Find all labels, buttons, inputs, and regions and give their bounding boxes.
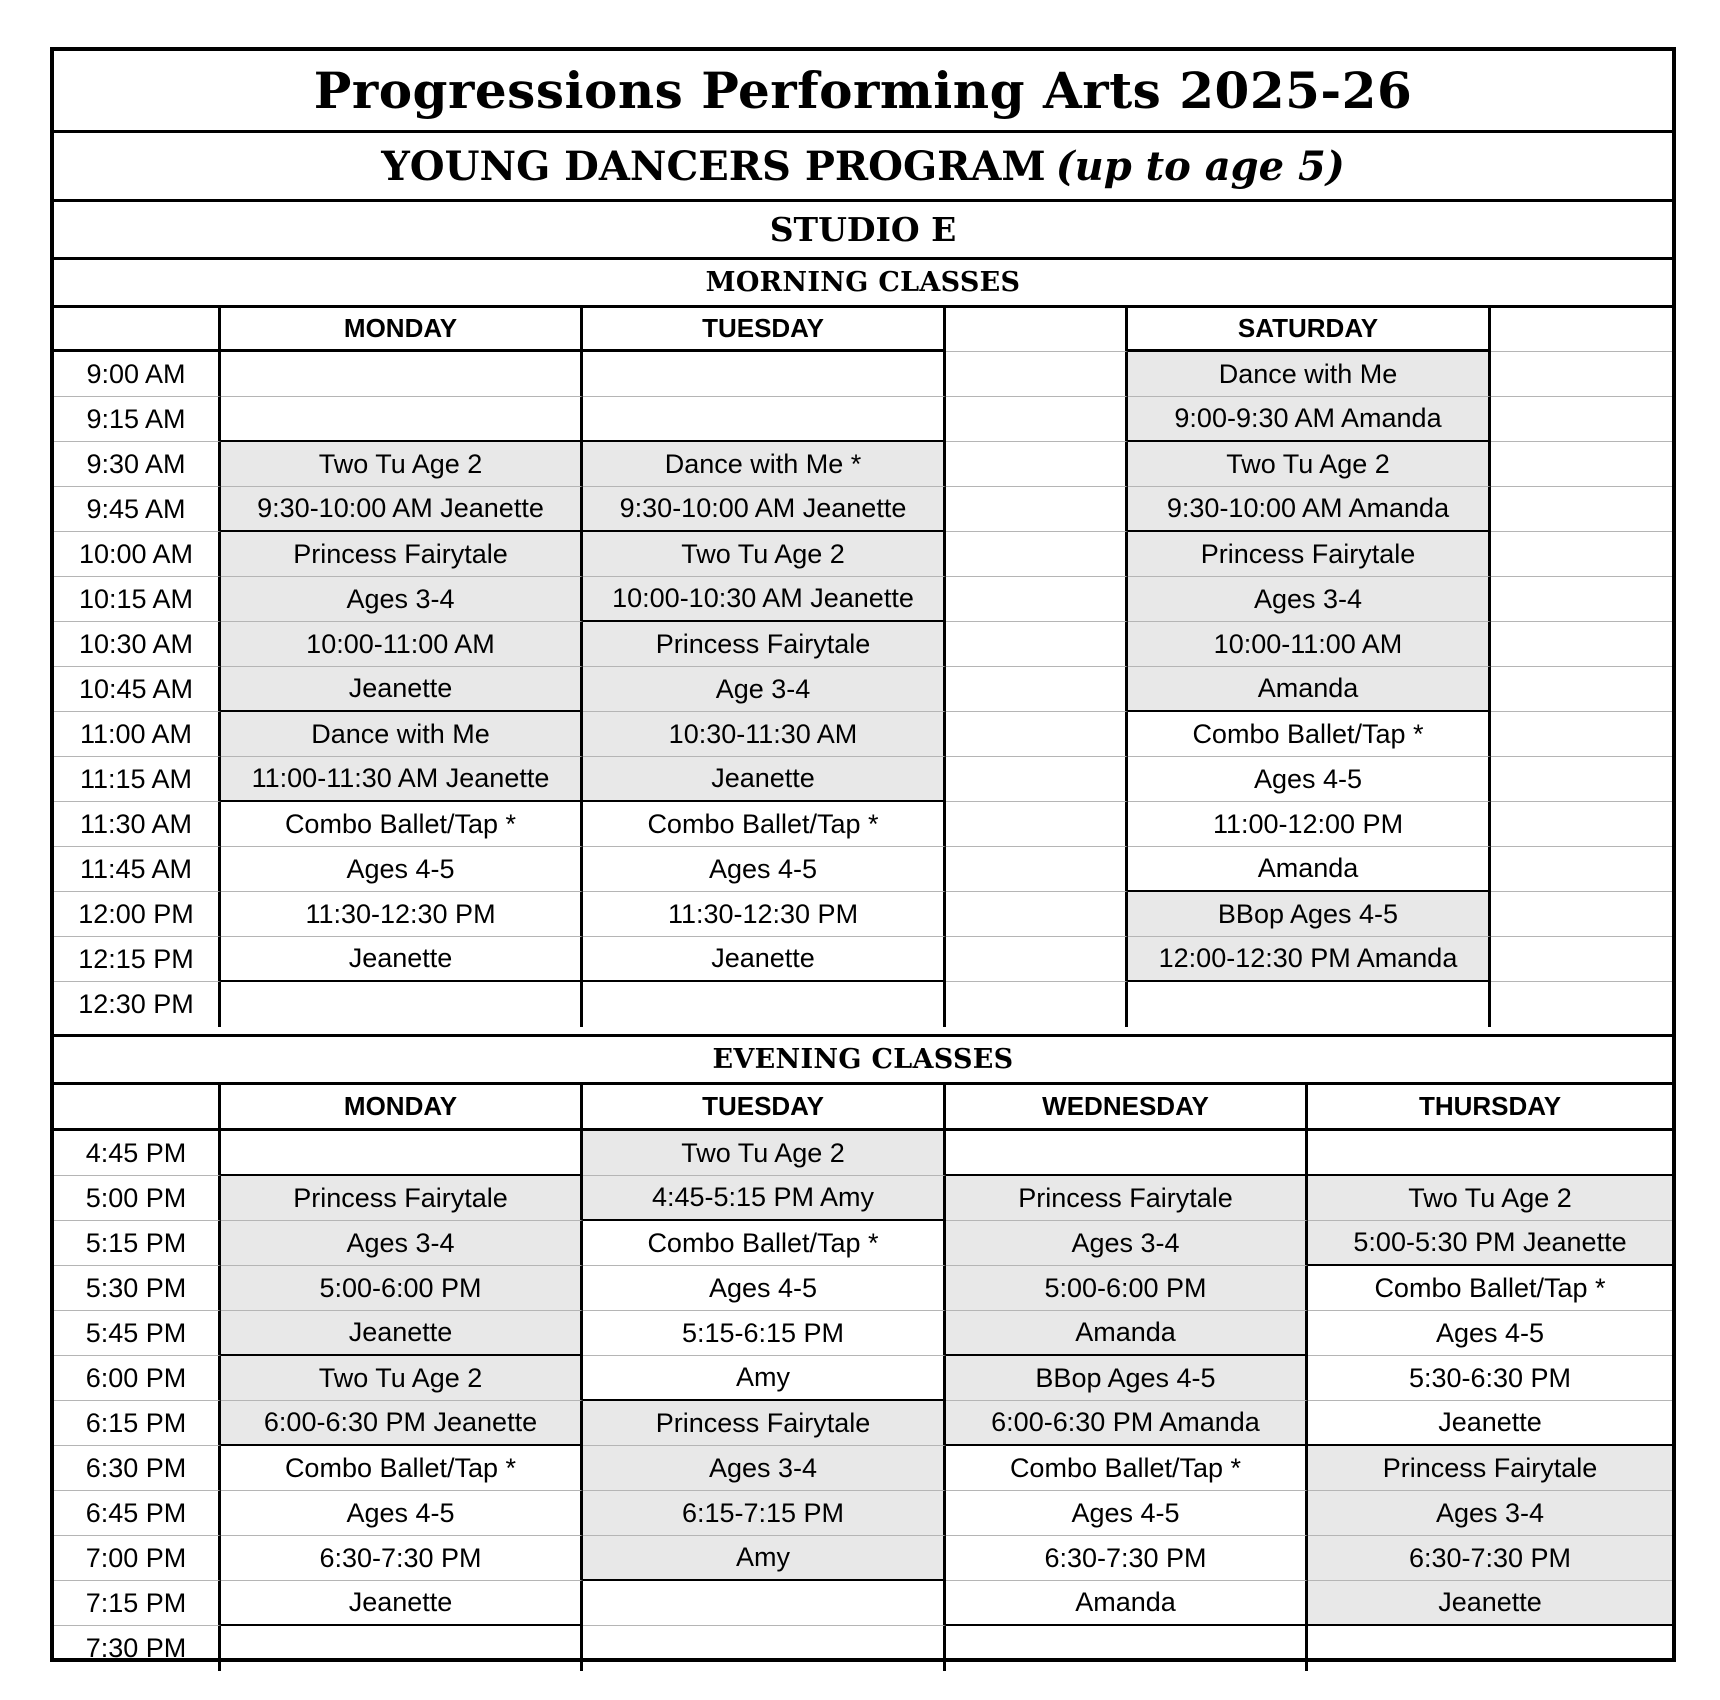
- morning-tuesday-slot: Ages 4-5: [583, 847, 946, 892]
- morning-tuesday-slot: Combo Ballet/Tap *: [583, 802, 946, 847]
- morning-time-slot: 11:15 AM: [54, 757, 221, 802]
- morning-blank-slot: [946, 397, 1128, 442]
- evening-time-slot: 5:00 PM: [54, 1176, 221, 1221]
- morning-time-header: [54, 308, 221, 352]
- evening-day-header: TUESDAY: [583, 1085, 946, 1131]
- program-qualifier: [1056, 143, 1345, 190]
- morning-tuesday-slot: 11:30-12:30 PM: [583, 892, 946, 937]
- morning-day-header: TUESDAY: [583, 308, 946, 352]
- morning-tuesday-slot: Jeanette: [583, 937, 946, 982]
- morning-monday-slot: 11:00-11:30 AM Jeanette: [221, 757, 583, 802]
- evening-wednesday-slot: Amanda: [946, 1581, 1308, 1626]
- morning-tuesday-slot: [583, 352, 946, 397]
- evening-thursday-slot: Jeanette: [1308, 1581, 1672, 1626]
- morning-saturday-slot: BBop Ages 4-5: [1128, 892, 1491, 937]
- morning-monday-slot: Jeanette: [221, 667, 583, 712]
- morning-time-slot: 11:30 AM: [54, 802, 221, 847]
- morning-day-header: [1491, 308, 1672, 352]
- evening-day-header: MONDAY: [221, 1085, 583, 1131]
- evening-wednesday-slot: 6:30-7:30 PM: [946, 1536, 1308, 1581]
- morning-saturday-slot: Two Tu Age 2: [1128, 442, 1491, 487]
- evening-monday-slot: Jeanette: [221, 1311, 583, 1356]
- morning-blank-slot: [946, 577, 1128, 622]
- morning-time-slot: 10:15 AM: [54, 577, 221, 622]
- morning-time-slot: 11:00 AM: [54, 712, 221, 757]
- morning-time-slot: 9:00 AM: [54, 352, 221, 397]
- morning-day-header: [946, 308, 1128, 352]
- morning-saturday-slot: 9:30-10:00 AM Amanda: [1128, 487, 1491, 532]
- evening-thursday-slot: Ages 3-4: [1308, 1491, 1672, 1536]
- morning-time-slot: 9:30 AM: [54, 442, 221, 487]
- evening-tuesday-slot: Amy: [583, 1536, 946, 1581]
- evening-tuesday-slot: Combo Ballet/Tap *: [583, 1221, 946, 1266]
- morning-saturday-slot: 11:00-12:00 PM: [1128, 802, 1491, 847]
- morning-section-label: MORNING CLASSES: [54, 260, 1672, 308]
- evening-time-slot: 4:45 PM: [54, 1131, 221, 1176]
- evening-thursday-slot: Ages 4-5: [1308, 1311, 1672, 1356]
- evening-monday-slot: Jeanette: [221, 1581, 583, 1626]
- morning-blank-slot: [1491, 667, 1672, 712]
- evening-monday-slot: 6:30-7:30 PM: [221, 1536, 583, 1581]
- evening-schedule-grid: [54, 1085, 1672, 1671]
- morning-time-slot: 10:30 AM: [54, 622, 221, 667]
- morning-blank-slot: [946, 847, 1128, 892]
- morning-saturday-slot: Ages 4-5: [1128, 757, 1491, 802]
- morning-blank-slot: [1491, 757, 1672, 802]
- morning-blank-slot: [946, 667, 1128, 712]
- morning-time-slot: 12:15 PM: [54, 937, 221, 982]
- morning-monday-slot: [221, 982, 583, 1027]
- morning-blank-slot: [1491, 892, 1672, 937]
- evening-time-slot: 6:15 PM: [54, 1401, 221, 1446]
- morning-tuesday-slot: Dance with Me *: [583, 442, 946, 487]
- evening-wednesday-slot: Ages 3-4: [946, 1221, 1308, 1266]
- morning-blank-slot: [1491, 712, 1672, 757]
- morning-time-slot: 9:45 AM: [54, 487, 221, 532]
- morning-monday-slot: Combo Ballet/Tap *: [221, 802, 583, 847]
- evening-thursday-slot: 5:00-5:30 PM Jeanette: [1308, 1221, 1672, 1266]
- evening-tuesday-slot: Two Tu Age 2: [583, 1131, 946, 1176]
- studio-label: STUDIO E: [54, 202, 1672, 260]
- program-title: [54, 133, 1672, 202]
- qualifier-text: up to age 5: [1074, 142, 1326, 190]
- evening-tuesday-slot: Princess Fairytale: [583, 1401, 946, 1446]
- morning-saturday-slot: Amanda: [1128, 847, 1491, 892]
- evening-time-slot: 6:45 PM: [54, 1491, 221, 1536]
- morning-monday-slot: Ages 3-4: [221, 577, 583, 622]
- morning-blank-slot: [946, 442, 1128, 487]
- morning-blank-slot: [1491, 442, 1672, 487]
- page-title: Progressions Performing Arts 2025-26: [54, 51, 1672, 133]
- morning-tuesday-slot: 10:30-11:30 AM: [583, 712, 946, 757]
- morning-tuesday-slot: Princess Fairytale: [583, 622, 946, 667]
- morning-monday-slot: Dance with Me: [221, 712, 583, 757]
- evening-section-label: EVENING CLASSES: [54, 1034, 1672, 1085]
- morning-blank-slot: [946, 937, 1128, 982]
- morning-blank-slot: [946, 802, 1128, 847]
- morning-monday-slot: [221, 397, 583, 442]
- morning-blank-slot: [1491, 982, 1672, 1027]
- morning-monday-slot: Ages 4-5: [221, 847, 583, 892]
- morning-day-header: SATURDAY: [1128, 308, 1491, 352]
- morning-blank-slot: [1491, 532, 1672, 577]
- evening-thursday-slot: Jeanette: [1308, 1401, 1672, 1446]
- morning-blank-slot: [1491, 487, 1672, 532]
- morning-blank-slot: [1491, 847, 1672, 892]
- morning-time-slot: 9:15 AM: [54, 397, 221, 442]
- evening-tuesday-slot: Ages 3-4: [583, 1446, 946, 1491]
- morning-monday-slot: 10:00-11:00 AM: [221, 622, 583, 667]
- morning-tuesday-slot: Age 3-4: [583, 667, 946, 712]
- evening-time-slot: 5:45 PM: [54, 1311, 221, 1356]
- evening-monday-slot: Combo Ballet/Tap *: [221, 1446, 583, 1491]
- morning-tuesday-slot: [583, 982, 946, 1027]
- morning-saturday-slot: Ages 3-4: [1128, 577, 1491, 622]
- morning-monday-slot: Jeanette: [221, 937, 583, 982]
- evening-wednesday-slot: BBop Ages 4-5: [946, 1356, 1308, 1401]
- evening-day-header: THURSDAY: [1308, 1085, 1672, 1131]
- morning-saturday-slot: Amanda: [1128, 667, 1491, 712]
- morning-blank-slot: [946, 982, 1128, 1027]
- morning-time-slot: 10:00 AM: [54, 532, 221, 577]
- evening-wednesday-slot: Combo Ballet/Tap *: [946, 1446, 1308, 1491]
- evening-tuesday-slot: 6:15-7:15 PM: [583, 1491, 946, 1536]
- morning-blank-slot: [946, 622, 1128, 667]
- morning-monday-slot: 9:30-10:00 AM Jeanette: [221, 487, 583, 532]
- evening-monday-slot: Ages 4-5: [221, 1491, 583, 1536]
- evening-day-header: WEDNESDAY: [946, 1085, 1308, 1131]
- evening-thursday-slot: Princess Fairytale: [1308, 1446, 1672, 1491]
- morning-saturday-slot: 9:00-9:30 AM Amanda: [1128, 397, 1491, 442]
- evening-tuesday-slot: Ages 4-5: [583, 1266, 946, 1311]
- morning-tuesday-slot: [583, 397, 946, 442]
- morning-tuesday-slot: 9:30-10:00 AM Jeanette: [583, 487, 946, 532]
- morning-tuesday-slot: 10:00-10:30 AM Jeanette: [583, 577, 946, 622]
- morning-blank-slot: [946, 712, 1128, 757]
- evening-time-slot: 6:30 PM: [54, 1446, 221, 1491]
- morning-blank-slot: [946, 487, 1128, 532]
- morning-blank-slot: [946, 892, 1128, 937]
- morning-time-slot: 12:30 PM: [54, 982, 221, 1027]
- morning-blank-slot: [1491, 397, 1672, 442]
- morning-monday-slot: Princess Fairytale: [221, 532, 583, 577]
- morning-monday-slot: Two Tu Age 2: [221, 442, 583, 487]
- evening-wednesday-slot: 5:00-6:00 PM: [946, 1266, 1308, 1311]
- evening-monday-slot: Princess Fairytale: [221, 1176, 583, 1221]
- morning-day-header: MONDAY: [221, 308, 583, 352]
- morning-saturday-slot: [1128, 982, 1491, 1027]
- evening-wednesday-slot: [946, 1626, 1308, 1671]
- morning-monday-slot: 11:30-12:30 PM: [221, 892, 583, 937]
- morning-blank-slot: [1491, 577, 1672, 622]
- morning-tuesday-slot: Two Tu Age 2: [583, 532, 946, 577]
- evening-time-slot: 5:30 PM: [54, 1266, 221, 1311]
- morning-blank-slot: [1491, 802, 1672, 847]
- morning-saturday-slot: Combo Ballet/Tap *: [1128, 712, 1491, 757]
- evening-tuesday-slot: 5:15-6:15 PM: [583, 1311, 946, 1356]
- evening-tuesday-slot: Amy: [583, 1356, 946, 1401]
- evening-monday-slot: [221, 1626, 583, 1671]
- evening-wednesday-slot: Ages 4-5: [946, 1491, 1308, 1536]
- evening-tuesday-slot: 4:45-5:15 PM Amy: [583, 1176, 946, 1221]
- evening-wednesday-slot: Princess Fairytale: [946, 1176, 1308, 1221]
- qualifier-close-paren: ): [1325, 142, 1345, 190]
- evening-monday-slot: Ages 3-4: [221, 1221, 583, 1266]
- evening-wednesday-slot: [946, 1131, 1308, 1176]
- evening-thursday-slot: Combo Ballet/Tap *: [1308, 1266, 1672, 1311]
- evening-time-slot: 5:15 PM: [54, 1221, 221, 1266]
- morning-monday-slot: [221, 352, 583, 397]
- evening-time-slot: 7:00 PM: [54, 1536, 221, 1581]
- morning-time-slot: 10:45 AM: [54, 667, 221, 712]
- evening-thursday-slot: 5:30-6:30 PM: [1308, 1356, 1672, 1401]
- evening-wednesday-slot: 6:00-6:30 PM Amanda: [946, 1401, 1308, 1446]
- morning-tuesday-slot: Jeanette: [583, 757, 946, 802]
- evening-monday-slot: Two Tu Age 2: [221, 1356, 583, 1401]
- morning-blank-slot: [946, 757, 1128, 802]
- schedule-frame: [50, 47, 1676, 1662]
- morning-saturday-slot: 10:00-11:00 AM: [1128, 622, 1491, 667]
- evening-thursday-slot: Two Tu Age 2: [1308, 1176, 1672, 1221]
- morning-blank-slot: [1491, 937, 1672, 982]
- evening-time-slot: 6:00 PM: [54, 1356, 221, 1401]
- morning-saturday-slot: 12:00-12:30 PM Amanda: [1128, 937, 1491, 982]
- program-name: YOUNG DANCERS PROGRAM: [381, 142, 1046, 190]
- morning-time-slot: 11:45 AM: [54, 847, 221, 892]
- evening-thursday-slot: 6:30-7:30 PM: [1308, 1536, 1672, 1581]
- evening-time-slot: 7:15 PM: [54, 1581, 221, 1626]
- evening-time-header: [54, 1085, 221, 1131]
- morning-schedule-grid: [54, 308, 1672, 1027]
- evening-monday-slot: 6:00-6:30 PM Jeanette: [221, 1401, 583, 1446]
- evening-monday-slot: 5:00-6:00 PM: [221, 1266, 583, 1311]
- evening-time-slot: 7:30 PM: [54, 1626, 221, 1671]
- evening-thursday-slot: [1308, 1626, 1672, 1671]
- qualifier-open-paren: (: [1055, 142, 1075, 190]
- morning-saturday-slot: Princess Fairytale: [1128, 532, 1491, 577]
- morning-blank-slot: [1491, 352, 1672, 397]
- morning-blank-slot: [946, 532, 1128, 577]
- evening-monday-slot: [221, 1131, 583, 1176]
- morning-saturday-slot: Dance with Me: [1128, 352, 1491, 397]
- morning-blank-slot: [946, 352, 1128, 397]
- evening-thursday-slot: [1308, 1131, 1672, 1176]
- evening-wednesday-slot: Amanda: [946, 1311, 1308, 1356]
- evening-tuesday-slot: [583, 1626, 946, 1671]
- morning-time-slot: 12:00 PM: [54, 892, 221, 937]
- evening-tuesday-slot: [583, 1581, 946, 1626]
- morning-blank-slot: [1491, 622, 1672, 667]
